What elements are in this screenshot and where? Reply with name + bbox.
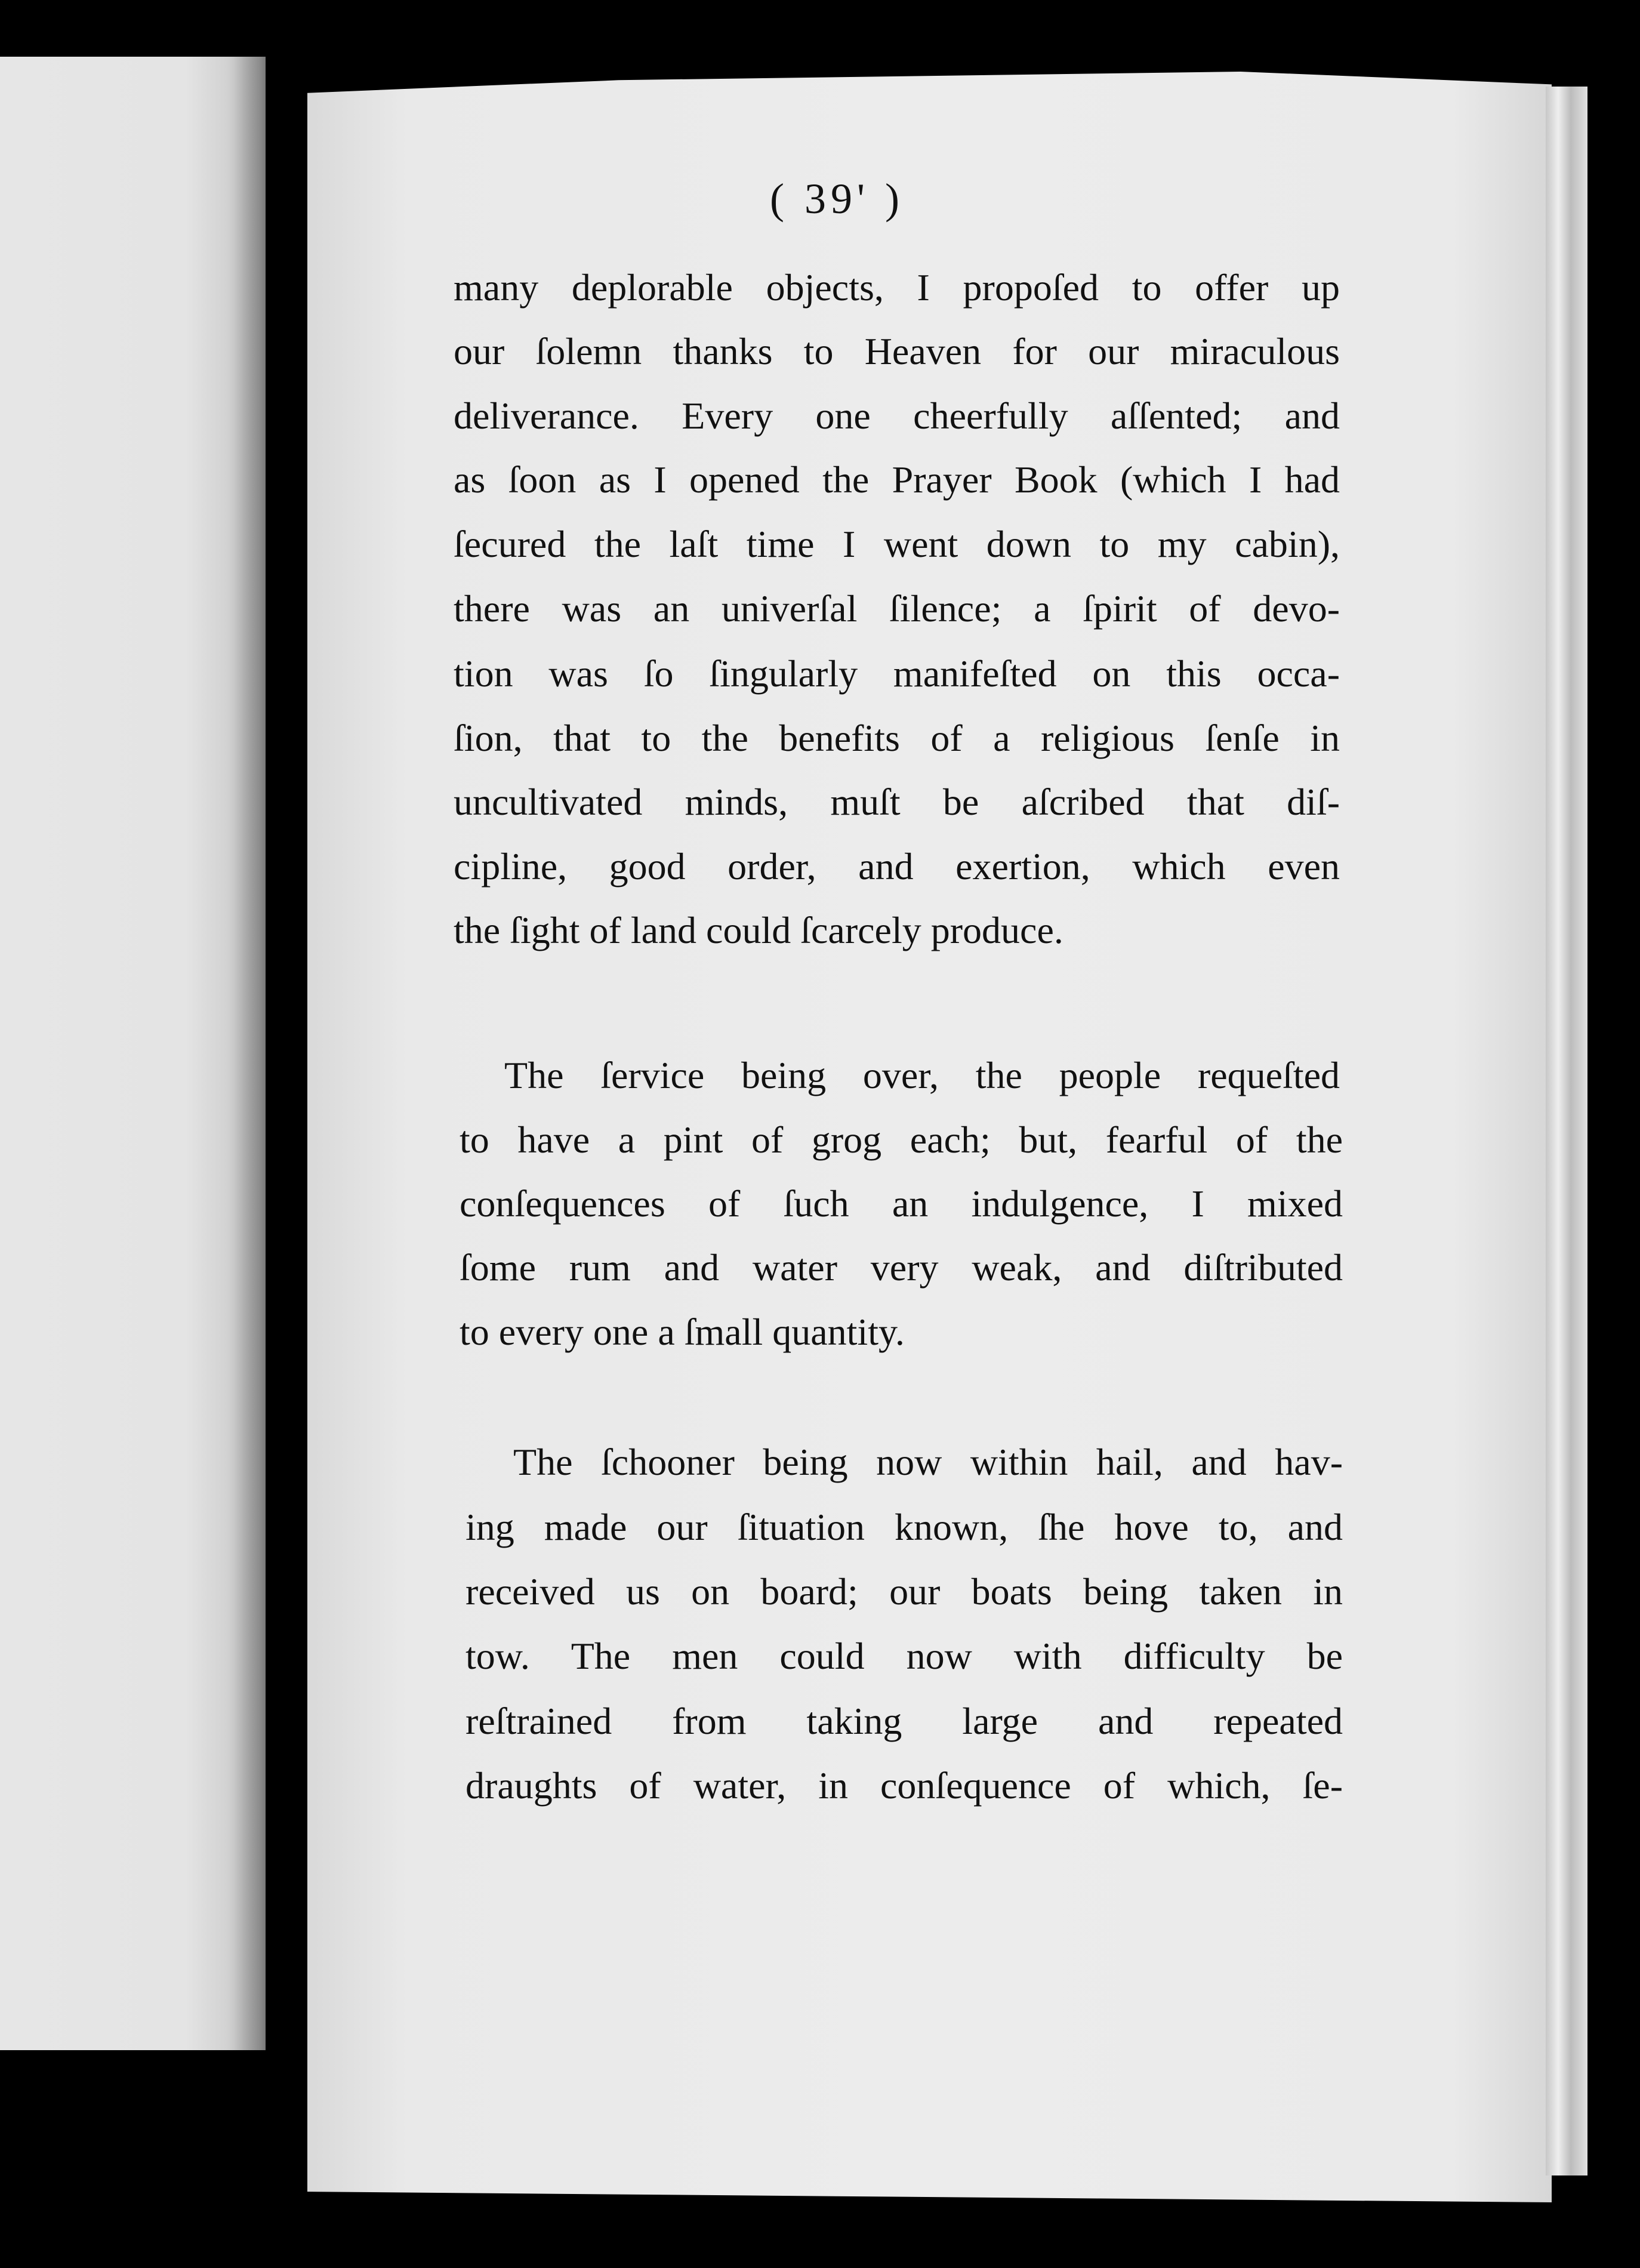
- text-line: to every one a ſmall quantity.: [460, 1311, 905, 1353]
- text-line: received us on board; our boats being taken in: [466, 1570, 1343, 1613]
- text-line: reſtrained from taking large and repeated: [466, 1700, 1343, 1742]
- text-line: tion was ſo ſingularly manifeſted on this occa-: [454, 652, 1340, 695]
- page-number: ( 39' ): [770, 175, 904, 223]
- text-line: ing made our ſituation known, ſhe hove to, and: [466, 1506, 1343, 1548]
- text-line: conſequences of ſuch an indulgence, I mixed: [460, 1182, 1343, 1225]
- text-line: The ſchooner being now within hail, and hav-: [513, 1441, 1343, 1483]
- text-line: The ſervice being over, the people requeſted: [504, 1054, 1340, 1096]
- page-edge: [1546, 87, 1587, 2175]
- text-line: ſome rum and water very weak, and diſtributed: [460, 1246, 1343, 1289]
- text-line: tow. The men could now with difficulty be: [466, 1635, 1343, 1677]
- text-line: ſion, that to the benefits of a religious ſenſe in: [454, 717, 1340, 759]
- text-line: uncultivated minds, muſt be aſcribed that diſ-: [454, 781, 1340, 823]
- left-facing-page: [0, 57, 266, 2050]
- text-line: there was an univerſal ſilence; a ſpirit of devo-: [454, 587, 1340, 630]
- text-line: cipline, good order, and exertion, which even: [454, 845, 1340, 888]
- text-line: our ſolemn thanks to Heaven for our miraculous: [454, 330, 1340, 372]
- text-line: to have a pint of grog each; but, fearful of the: [460, 1118, 1343, 1161]
- text-line: many deplorable objects, I propoſed to offer up: [454, 266, 1340, 309]
- text-line: draughts of water, in conſequence of which, ſe-: [466, 1764, 1343, 1807]
- text-line: ſecured the laſt time I went down to my cabin),: [454, 523, 1340, 565]
- text-line: deliverance. Every one cheerfully aſſented; and: [454, 395, 1340, 437]
- text-line: as ſoon as I opened the Prayer Book (which I had: [454, 458, 1340, 501]
- text-line: the ſight of land could ſcarcely produce.: [454, 909, 1063, 951]
